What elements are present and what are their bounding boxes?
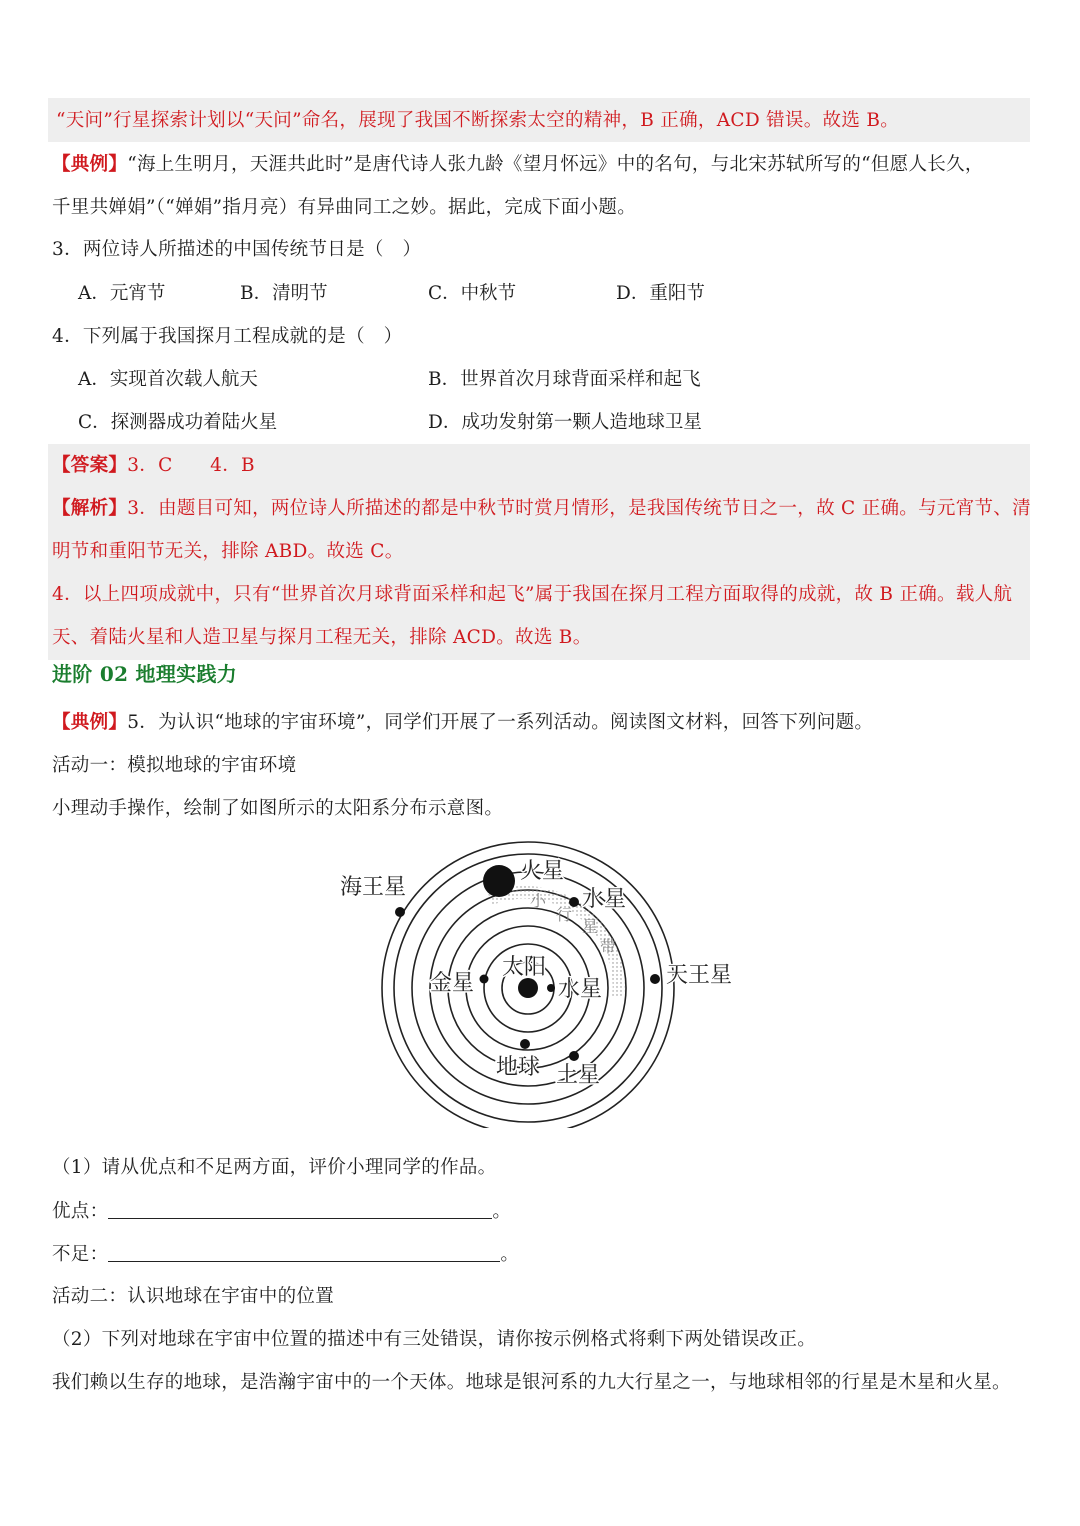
belt-char-3: 星 [582, 917, 599, 936]
sun-body [518, 978, 538, 998]
activity2-title: 活动二：认识地球在宇宙中的位置 [52, 1286, 335, 1307]
example2-tag: 【典例】 [52, 712, 128, 733]
uranus-label: 天王星 [666, 963, 733, 988]
example1-text: “海上生明月，天涯共此时”是唐代诗人张九龄《望月怀远》中的名句，与北宋苏轼所写的“但愿人长久， [127, 154, 984, 175]
q3-option-a[interactable]: A．元宵节 [78, 283, 166, 304]
sub2-text: 我们赖以生存的地球，是浩瀚宇宙中的一个天体。地球是银河系的九大行星之一，与地球相邻的行星是木星和火星。 [52, 1372, 1011, 1393]
mercury-outer-label: 水星 [582, 887, 627, 912]
section-title: 进阶 02 地理实践力 [52, 662, 238, 686]
analysis-tag: 【解析】 [52, 498, 128, 519]
solar-system-diagram [320, 838, 740, 1128]
q4-option-c[interactable]: C．探测器成功着陆火星 [78, 412, 278, 433]
mars-body [483, 865, 515, 897]
pro-label: 优点： [52, 1201, 109, 1222]
example1-line2: 千里共婵娟”（“婵娟”指月亮）有异曲同工之妙。据此，完成下面小题。 [52, 197, 637, 218]
q3-option-d[interactable]: D．重阳节 [616, 283, 705, 304]
belt-char-2: 行 [556, 905, 573, 924]
neptune-label: 海王星 [340, 875, 407, 900]
venus-label: 金星 [430, 971, 475, 996]
example2-text: 5．为认识“地球的宇宙环境”，同学们开展了一系列活动。阅读图文材料，回答下列问题。 [127, 712, 874, 733]
q4-stem: 4．下列属于我国探月工程成就的是（ ） [52, 326, 403, 347]
mercury-inner-body [547, 984, 555, 992]
venus-body [480, 975, 489, 984]
pro-end-mark: 。 [492, 1201, 512, 1222]
example2-line [52, 710, 873, 736]
con-end-mark: 。 [500, 1244, 520, 1265]
sub1-question: （1）请从优点和不足两方面，评价小理同学的作品。 [52, 1157, 497, 1178]
pro-row [52, 1198, 511, 1225]
q3-stem: 3．两位诗人所描述的中国传统节日是（ ） [52, 239, 422, 260]
earth-label: 地球 [496, 1055, 541, 1080]
con-answer-blank[interactable] [108, 1241, 500, 1262]
intro-explanation: “天问”行星探索计划以“天问”命名，展现了我国不断探索太空的精神，B 正确，ACD 错误。故选 B。 [56, 110, 900, 131]
con-row [52, 1241, 519, 1268]
con-label: 不足： [52, 1244, 109, 1265]
analysis-text-1: 3．由题目可知，两位诗人所描述的都是中秋节时赏月情形，是我国传统节日之一，故 C 正确。与元宵节、清 [127, 498, 1031, 519]
q4-option-a[interactable]: A．实现首次载人航天 [78, 369, 258, 390]
sun-label: 太阳 [502, 955, 547, 980]
earth-body [520, 1039, 530, 1049]
belt-char-1: 小 [530, 891, 547, 910]
mercury-inner-label: 水星 [558, 977, 603, 1002]
example1-line1 [52, 152, 984, 178]
q4-option-d[interactable]: D．成功发射第一颗人造地球卫星 [428, 412, 702, 433]
q3-option-c[interactable]: C．中秋节 [428, 283, 517, 304]
analysis-line4: 天、着陆火星和人造卫星与探月工程无关，排除 ACD。故选 B。 [52, 627, 592, 648]
neptune-body [395, 907, 405, 917]
saturn-body [569, 1051, 579, 1061]
example-tag: 【典例】 [52, 154, 128, 175]
analysis-line2: 明节和重阳节无关，排除 ABD。故选 C。 [52, 541, 404, 562]
analysis-line1 [52, 496, 1031, 522]
analysis-line3: 4．以上四项成就中，只有“世界首次月球背面采样和起飞”属于我国在探月工程方面取得的成就，故 B 正确。载人航 [52, 584, 1013, 605]
q4-option-b[interactable]: B．世界首次月球背面采样和起飞 [428, 369, 701, 390]
activity1-title: 活动一：模拟地球的宇宙环境 [52, 755, 297, 776]
uranus-body [650, 974, 660, 984]
saturn-label: 土星 [556, 1063, 601, 1088]
mars-label: 火星 [520, 859, 565, 884]
activity1-desc: 小理动手操作，绘制了如图所示的太阳系分布示意图。 [52, 798, 504, 819]
pro-answer-blank[interactable] [108, 1198, 492, 1219]
answer-text: 3．C 4．B [127, 455, 255, 476]
q3-option-b[interactable]: B．清明节 [240, 283, 328, 304]
answer-line [52, 453, 255, 479]
sub2-question: （2）下列对地球在宇宙中位置的描述中有三处错误，请你按示例格式将剩下两处错误改正。 [52, 1329, 817, 1350]
belt-char-4: 带 [600, 937, 617, 956]
answer-tag: 【答案】 [52, 455, 128, 476]
